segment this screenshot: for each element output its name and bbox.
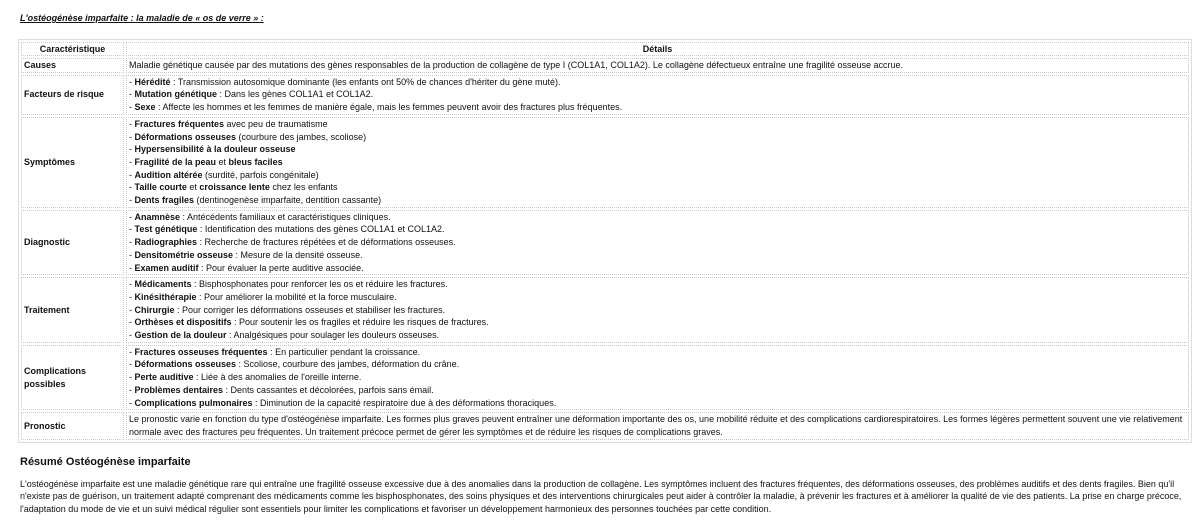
details-paragraph: Le pronostic varie en fonction du type d'ostéogénèse imparfaite. Les formes plus graves peuvent entraîner une déformation importante des os, une mobilité réduite et des complications cardiorespiratoires. Les formes légères permettent souvent une vie relativement normale avec des fractures peu fréquentes. Un traitement précoce permet de gérer les symptômes et de réduire les risques de complications graves. <box>129 414 1183 437</box>
detail-text: avec peu de traumatisme <box>224 118 328 129</box>
detail-text: : Transmission autosomique dominante (les enfants ont 50% de chances d'hériter du gène muté). <box>170 76 561 87</box>
detail-text: : Identification des mutations des gènes COL1A1 et COL1A2. <box>197 224 445 235</box>
detail-text: : Mesure de la densité osseuse. <box>233 249 363 260</box>
detail-text: : Dents cassantes et décolorées, parfois sans émail. <box>223 384 434 395</box>
detail-text: : Dans les gènes COL1A1 et COL1A2. <box>217 89 374 100</box>
table-row <box>21 345 1189 411</box>
detail-text: : En particulier pendant la croissance. <box>267 346 421 357</box>
detail-term: Mutation génétique <box>134 89 217 100</box>
table-row <box>21 210 1189 276</box>
row-label: Pronostic <box>21 412 124 439</box>
row-label: Symptômes <box>21 117 124 208</box>
detail-text: : Analgésiques pour soulager les douleurs osseuses. <box>226 330 440 341</box>
detail-text: : Affecte les hommes et les femmes de manière égale, mais les femmes peuvent avoir des fractures plus fréquentes. <box>155 102 623 113</box>
summary-text: L'ostéogénèse imparfaite est une maladie génétique rare qui entraîne une fragilité osseuse excessive due à des anomalies dans la production de collagène. Les symptômes incluent des fractures fréquentes, des déformations osseuses, des problèmes auditifs et des dents fragiles. Bien qu'il n'existe pas de guérison, un traitement adapté comprenant des médicaments comme les bisphosphonates, des soins physiques et des interventions chirurgicales peut aider à contrôler la maladie, à prévenir les fractures et à améliorer la qualité de vie des patients. La prise en charge précoce, l'adaptation du mode de vie et un suivi médical régulier sont essentiels pour limiter les complications et favoriser un développement harmonieux des personnes touchées par cette condition. <box>20 478 1182 515</box>
detail-text: : Diminution de la capacité respiratoire due à des déformations thoraciques. <box>252 397 557 408</box>
detail-term: Fragilité de la peau <box>134 156 217 167</box>
detail-line: - Examen auditif : Pour évaluer la perte auditive associée. <box>129 262 364 273</box>
detail-text: chez les enfants <box>269 182 338 193</box>
detail-line: - Mutation génétique : Dans les gènes COL1A1 et COL1A2. <box>129 89 374 100</box>
detail-term: Complications pulmonaires <box>134 397 253 408</box>
row-label: Causes <box>21 58 124 73</box>
detail-line: - Problèmes dentaires : Dents cassantes et décolorées, parfois sans émail. <box>129 384 434 395</box>
table-row <box>21 117 1189 208</box>
detail-line: - Taille courte et croissance lente chez les enfants <box>129 182 338 193</box>
detail-line: - Chirurgie : Pour corriger les déformations osseuses et stabiliser les fractures. <box>129 304 446 315</box>
row-label: Facteurs de risque <box>21 75 124 115</box>
detail-text: : Pour soutenir les os fragiles et réduire les risques de fractures. <box>231 317 489 328</box>
row-label: Diagnostic <box>21 210 124 276</box>
detail-line: - Fractures osseuses fréquentes : En particulier pendant la croissance. <box>129 346 421 357</box>
detail-line: - Hypersensibilité à la douleur osseuse <box>129 144 296 155</box>
table-row <box>21 277 1189 343</box>
row-label: Traitement <box>21 277 124 343</box>
detail-term: Dents fragiles <box>134 195 195 206</box>
detail-term: Hypersensibilité à la douleur osseuse <box>134 144 296 155</box>
detail-term: Orthèses et dispositifs <box>134 317 232 328</box>
row-details <box>126 210 1189 276</box>
detail-line: - Audition altérée (surdité, parfois congénitale) <box>129 169 319 180</box>
detail-term: Gestion de la douleur <box>134 330 227 341</box>
detail-line: - Déformations osseuses : Scoliose, courbure des jambes, déformation du crâne. <box>129 359 460 370</box>
row-details <box>126 277 1189 343</box>
row-details <box>126 345 1189 411</box>
detail-line: - Kinésithérapie : Pour améliorer la mobilité et la force musculaire. <box>129 291 397 302</box>
detail-line: - Anamnèse : Antécédents familiaux et caractéristiques cliniques. <box>129 211 391 222</box>
detail-text: (surdité, parfois congénitale) <box>202 169 319 180</box>
detail-text: (courbure des jambes, scoliose) <box>236 131 367 142</box>
detail-term: Fractures fréquentes <box>134 118 225 129</box>
table-row <box>21 412 1189 439</box>
table-row <box>21 75 1189 115</box>
detail-text: (dentinogenèse imparfaite, dentition cassante) <box>194 195 382 206</box>
detail-term: Densitométrie osseuse <box>134 249 234 260</box>
detail-text: : Pour corriger les déformations osseuses et stabiliser les fractures. <box>174 304 446 315</box>
summary-title: Résumé Ostéogénèse imparfaite <box>20 455 191 468</box>
detail-line: - Densitométrie osseuse : Mesure de la densité osseuse. <box>129 249 363 260</box>
detail-term: Kinésithérapie <box>134 291 197 302</box>
detail-term: Audition altérée <box>134 169 203 180</box>
detail-term: croissance lente <box>199 182 270 193</box>
detail-term: Médicaments <box>134 279 192 290</box>
detail-term: Test génétique <box>134 224 198 235</box>
row-details <box>126 58 1189 73</box>
row-label: Complications possibles <box>21 345 124 411</box>
detail-line: - Complications pulmonaires : Diminution de la capacité respiratoire due à des déformations thoraciques. <box>129 397 557 408</box>
detail-term: Taille courte <box>134 182 187 193</box>
detail-text: : Scoliose, courbure des jambes, déformation du crâne. <box>236 359 460 370</box>
detail-line: - Perte auditive : Liée à des anomalies de l'oreille interne. <box>129 372 362 383</box>
detail-term: Sexe <box>134 102 156 113</box>
detail-line: - Sexe : Affecte les hommes et les femmes de manière égale, mais les femmes peuvent avoir des fractures plus fréquentes. <box>129 102 623 113</box>
detail-text: et <box>186 182 200 193</box>
detail-text: : Recherche de fractures répétées et de déformations osseuses. <box>197 237 456 248</box>
detail-line: - Fragilité de la peau et bleus faciles <box>129 156 283 167</box>
detail-line: - Test génétique : Identification des mutations des gènes COL1A1 et COL1A2. <box>129 224 445 235</box>
detail-line: - Gestion de la douleur : Analgésiques pour soulager les douleurs osseuses. <box>129 330 440 341</box>
detail-term: Hérédité <box>134 76 171 87</box>
table-header-row <box>21 42 1189 56</box>
detail-line: - Radiographies : Recherche de fractures répétées et de déformations osseuses. <box>129 237 456 248</box>
detail-term: Fractures osseuses fréquentes <box>134 346 268 357</box>
detail-line: - Orthèses et dispositifs : Pour soutenir les os fragiles et réduire les risques de fractures. <box>129 317 489 328</box>
header-details: Détails <box>126 42 1189 56</box>
detail-line: - Dents fragiles (dentinogenèse imparfaite, dentition cassante) <box>129 195 382 206</box>
detail-term: Perte auditive <box>134 372 194 383</box>
detail-line: - Déformations osseuses (courbure des jambes, scoliose) <box>129 131 367 142</box>
detail-text: et <box>216 156 229 167</box>
detail-line: - Fractures fréquentes avec peu de traumatisme <box>129 118 328 129</box>
detail-term: Chirurgie <box>134 304 175 315</box>
detail-term: bleus faciles <box>228 156 283 167</box>
detail-text: : Bisphosphonates pour renforcer les os et réduire les fractures. <box>191 279 448 290</box>
info-table <box>18 39 1192 443</box>
detail-text: : Antécédents familiaux et caractéristiques cliniques. <box>180 211 391 222</box>
detail-term: Examen auditif <box>134 262 199 273</box>
detail-term: Anamnèse <box>134 211 181 222</box>
row-details <box>126 412 1189 439</box>
row-details <box>126 75 1189 115</box>
table-body <box>21 58 1189 440</box>
detail-term: Déformations osseuses <box>134 131 237 142</box>
document-title: L'ostéogénèse imparfaite : la maladie de « os de verre » : <box>20 13 264 23</box>
table-row <box>21 58 1189 73</box>
detail-line: - Médicaments : Bisphosphonates pour renforcer les os et réduire les fractures. <box>129 279 448 290</box>
detail-text: : Liée à des anomalies de l'oreille interne. <box>193 372 362 383</box>
detail-term: Radiographies <box>134 237 198 248</box>
row-details <box>126 117 1189 208</box>
header-characteristic: Caractéristique <box>21 42 124 56</box>
detail-text: : Pour évaluer la perte auditive associée. <box>198 262 364 273</box>
details-paragraph: Maladie génétique causée par des mutations des gènes responsables de la production de collagène de type I (COL1A1, COL1A2). Le collagène défectueux entraîne une fragilité osseuse accrue. <box>129 60 903 70</box>
detail-text: : Pour améliorer la mobilité et la force musculaire. <box>196 291 397 302</box>
detail-line: - Hérédité : Transmission autosomique dominante (les enfants ont 50% de chances d'hériter du gène muté). <box>129 76 561 87</box>
detail-term: Problèmes dentaires <box>134 384 224 395</box>
detail-term: Déformations osseuses <box>134 359 237 370</box>
